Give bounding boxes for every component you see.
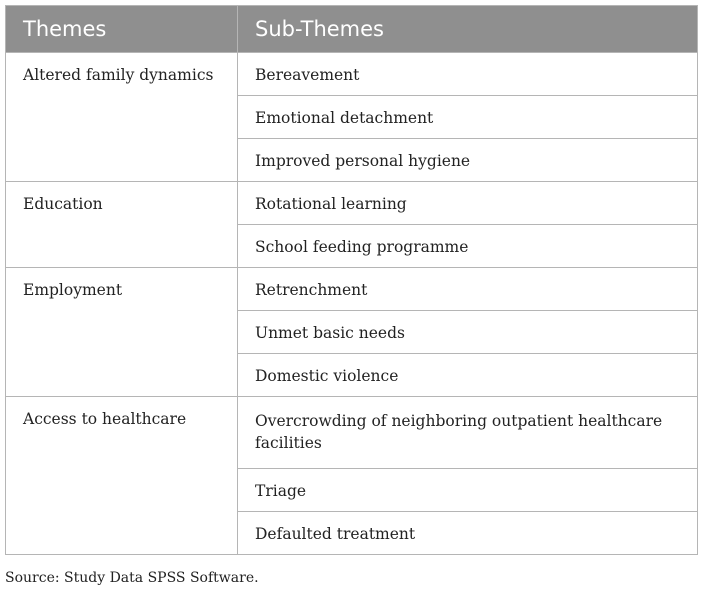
sub-theme-cell: Triage — [238, 469, 698, 512]
sub-theme-cell: Defaulted treatment — [238, 512, 698, 555]
header-themes: Themes — [6, 6, 238, 53]
sub-theme-cell: Overcrowding of neighboring outpatient healthcare facilities — [238, 397, 698, 469]
source-note: Source: Study Data SPSS Software. — [5, 570, 259, 586]
table-row — [6, 182, 698, 225]
theme-cell: Employment — [6, 268, 238, 397]
sub-theme-cell: Emotional detachment — [238, 96, 698, 139]
table-row — [6, 53, 698, 96]
sub-theme-cell: Retrenchment — [238, 268, 698, 311]
sub-theme-cell: School feeding programme — [238, 225, 698, 268]
sub-theme-cell: Rotational learning — [238, 182, 698, 225]
header-sub-themes: Sub-Themes — [238, 6, 698, 53]
themes-table-container — [5, 5, 697, 555]
sub-theme-cell: Domestic violence — [238, 354, 698, 397]
themes-table — [5, 5, 698, 555]
theme-cell: Education — [6, 182, 238, 268]
table-row — [6, 268, 698, 311]
header-row — [6, 6, 698, 53]
theme-cell: Altered family dynamics — [6, 53, 238, 182]
sub-theme-cell: Unmet basic needs — [238, 311, 698, 354]
sub-theme-cell: Bereavement — [238, 53, 698, 96]
sub-theme-cell: Improved personal hygiene — [238, 139, 698, 182]
theme-cell: Access to healthcare — [6, 397, 238, 555]
table-row — [6, 397, 698, 469]
